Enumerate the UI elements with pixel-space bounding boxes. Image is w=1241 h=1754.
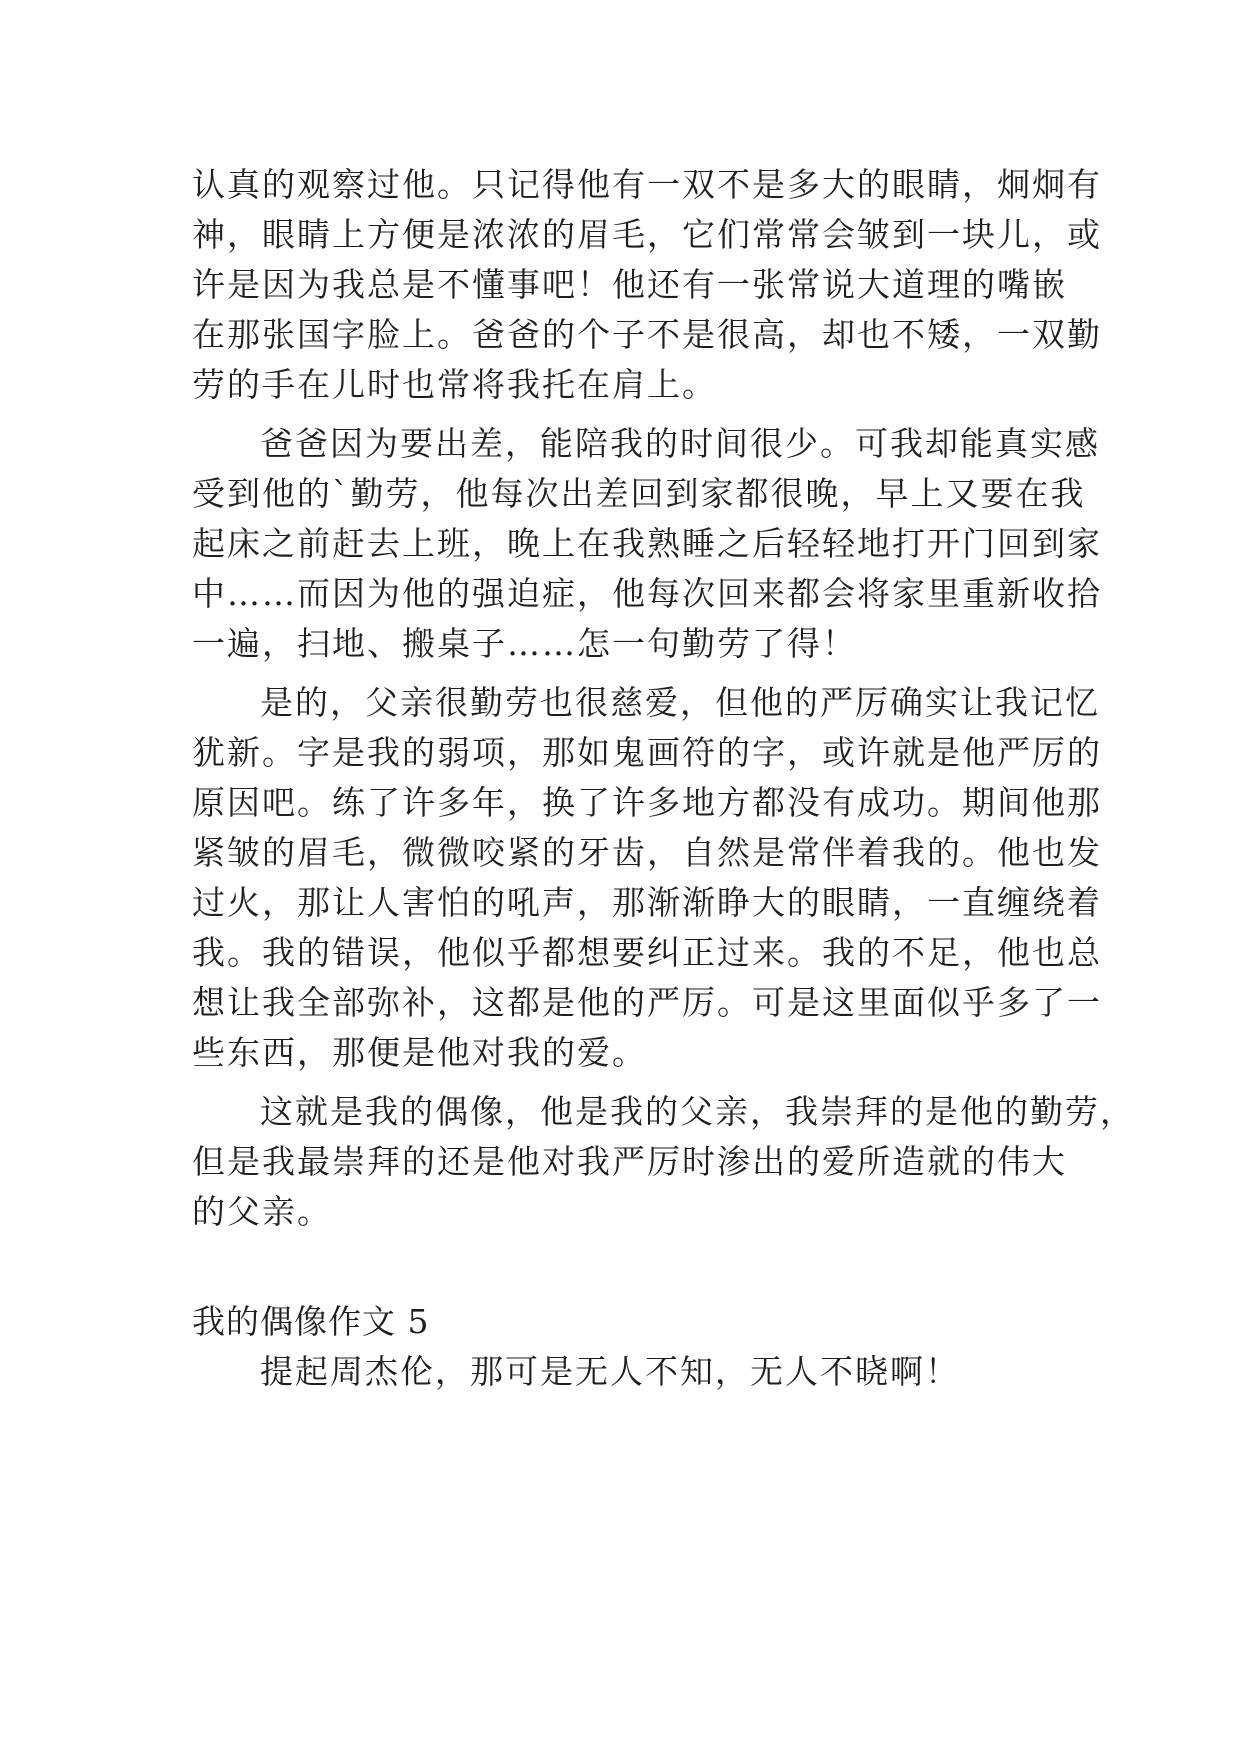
section-paragraph: 提起周杰伦，那可是无人不知，无人不晓啊！ (260, 1352, 960, 1391)
text-line: 一遍，扫地、搬桌子……怎一句勤劳了得！ (192, 624, 857, 663)
text-line: 许是因为我总是不懂事吧！他还有一张常说大道理的嘴嵌 (192, 265, 1067, 304)
text-line: 神，眼睛上方便是浓浓的眉毛，它们常常会皱到一块儿，或 (192, 215, 1102, 254)
text-line: 爸爸因为要出差，能陪我的时间很少。可我却能真实感 (260, 424, 1100, 463)
text-line: 受到他的`勤劳，他每次出差回到家都很晚，早上又要在我 (192, 474, 1086, 513)
section-heading: 我的偶像作文 5 (192, 1302, 430, 1341)
text-line: 是的，父亲很勤劳也很慈爱，但他的严厉确实让我记忆 (260, 683, 1100, 722)
text-line: 认真的观察过他。只记得他有一双不是多大的眼睛，炯炯有 (192, 165, 1102, 204)
text-line: 我。我的错误，他似乎都想要纠正过来。我的不足，他也总 (192, 933, 1102, 972)
text-line: 但是我最崇拜的还是他对我严厉时渗出的爱所造就的伟大 (192, 1142, 1067, 1181)
text-line: 紧皱的眉毛，微微咬紧的牙齿，自然是常伴着我的。他也发 (192, 833, 1102, 872)
text-line: 在那张国字脸上。爸爸的个子不是很高，却也不矮，一双勤 (192, 315, 1102, 354)
text-line: 原因吧。练了许多年，换了许多地方都没有成功。期间他那 (192, 783, 1102, 822)
text-line: 这就是我的偶像，他是我的父亲，我崇拜的是他的勤劳， (260, 1092, 1135, 1131)
paragraph (192, 1087, 1135, 1237)
text-line: 想让我全部弥补，这都是他的严厉。可是这里面似乎多了一 (192, 983, 1102, 1022)
paragraph (192, 160, 1102, 410)
text-line: 起床之前赶去上班，晚上在我熟睡之后轻轻地打开门回到家 (192, 524, 1102, 563)
text-line: 中……而因为他的强迫症，他每次回来都会将家里重新收拾 (192, 574, 1102, 613)
paragraph (192, 419, 1102, 669)
text-line: 过火，那让人害怕的吼声，那渐渐睁大的眼睛，一直缠绕着 (192, 883, 1102, 922)
text-line: 些东西，那便是他对我的爱。 (192, 1033, 647, 1072)
text-line: 劳的手在儿时也常将我托在肩上。 (192, 365, 717, 404)
text-line: 的父亲。 (192, 1192, 332, 1231)
document-body (192, 160, 1135, 1397)
text-line: 犹新。字是我的弱项，那如鬼画符的字，或许就是他严厉的 (192, 733, 1102, 772)
paragraph (192, 678, 1102, 1078)
